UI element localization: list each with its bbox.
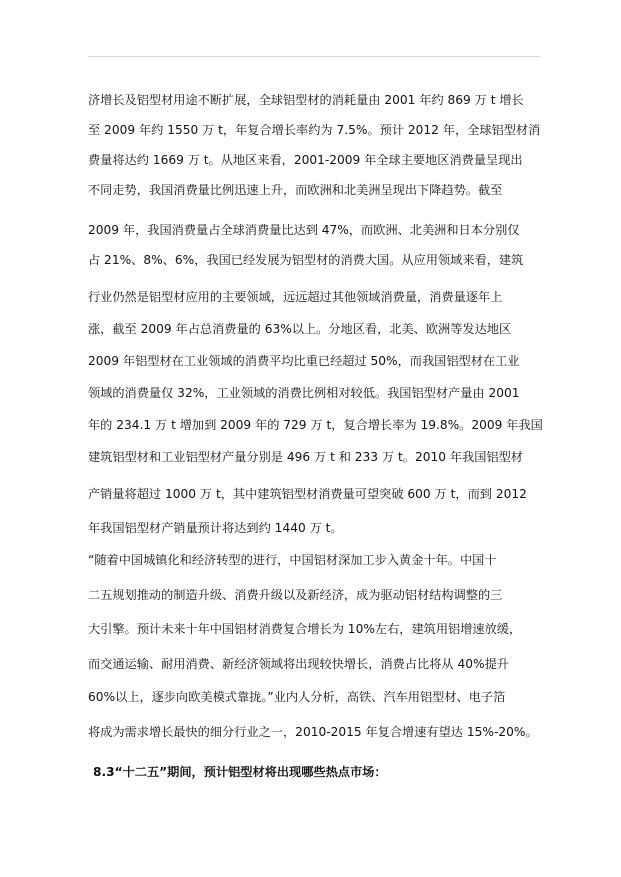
paragraph-1-line: 产销量将超过 1000 万 t，其中建筑铝型材消费量可望突破 600 万 t，而到 2012	[88, 487, 527, 501]
paragraph-2-line: 60%以上，逐步向欧美模式靠拢。”业内人分析，高铁、汽车用铝型材、电子箔	[88, 690, 506, 704]
paragraph-2-line: “随着中国城镇化和经济转型的进行，中国铝材深加工步入黄金十年。中国十	[88, 553, 497, 567]
paragraph-1-line: 济增长及铝型材用途不断扩展，全球铝型材的消耗量由 2001 年约 869 万 t 增长	[88, 93, 524, 107]
paragraph-1-line: 年的 234.1 万 t 增加到 2009 年的 729 万 t，复合增长率为 19.8%。2009 年我国	[88, 418, 543, 432]
paragraph-1-line: 费量将达约 1669 万 t。从地区来看，2001-2009 年全球主要地区消费量呈现出	[88, 153, 523, 167]
paragraph-2-line: 二五规划推动的制造升级、消费升级以及新经济，成为驱动铝材结构调整的三	[88, 588, 503, 602]
paragraph-2-line: 而交通运输、耐用消费、新经济领域将出现较快增长，消费占比将从 40%提升	[88, 657, 509, 671]
header-rule	[88, 56, 540, 57]
paragraph-1-line: 领域的消费量仅 32%，工业领域的消费比例相对较低。我国铝型材产量由 2001	[88, 386, 520, 400]
paragraph-1-line: 占 21%、8%、6%，我国已经发展为铝型材的消费大国。从应用领域来看，建筑	[88, 253, 524, 267]
paragraph-1-line: 行业仍然是铝型材应用的主要领域，远远超过其他领域消费量，消费量逐年上	[88, 290, 503, 304]
paragraph-1-line: 至 2009 年约 1550 万 t，年复合增长率约为 7.5%。预计 2012 年，全球铝型材消	[88, 123, 541, 137]
paragraph-2-line: 将成为需求增长最快的细分行业之一，2010-2015 年复合增速有望达 15%-20%。	[88, 725, 538, 739]
section-heading: 8.3“十二五”期间，预计铝型材将出现哪些热点市场：	[93, 765, 387, 779]
paragraph-1-line: 不同走势，我国消费量比例迅速上升，而欧洲和北美洲呈现出下降趋势。截至	[88, 183, 503, 197]
paragraph-2-line: 大引擎。预计未来十年中国铝材消费复合增长为 10%左右，建筑用铝增速放缓，	[88, 622, 522, 636]
paragraph-1-line: 2009 年，我国消费量占全球消费量比达到 47%，而欧洲、北美洲和日本分别仅	[88, 223, 520, 237]
paragraph-1-line: 涨，截至 2009 年占总消费量的 63%以上。分地区看，北美、欧洲等发达地区	[88, 322, 512, 336]
paragraph-1-line: 2009 年铝型材在工业领域的消费平均比重已经超过 50%，而我国铝型材在工业	[88, 354, 520, 368]
paragraph-1-line: 建筑铝型材和工业铝型材产量分别是 496 万 t 和 233 万 t。2010 年我国铝型材	[88, 450, 523, 464]
paragraph-1-line: 年我国铝型材产销量预计将达到约 1440 万 t。	[88, 521, 343, 535]
